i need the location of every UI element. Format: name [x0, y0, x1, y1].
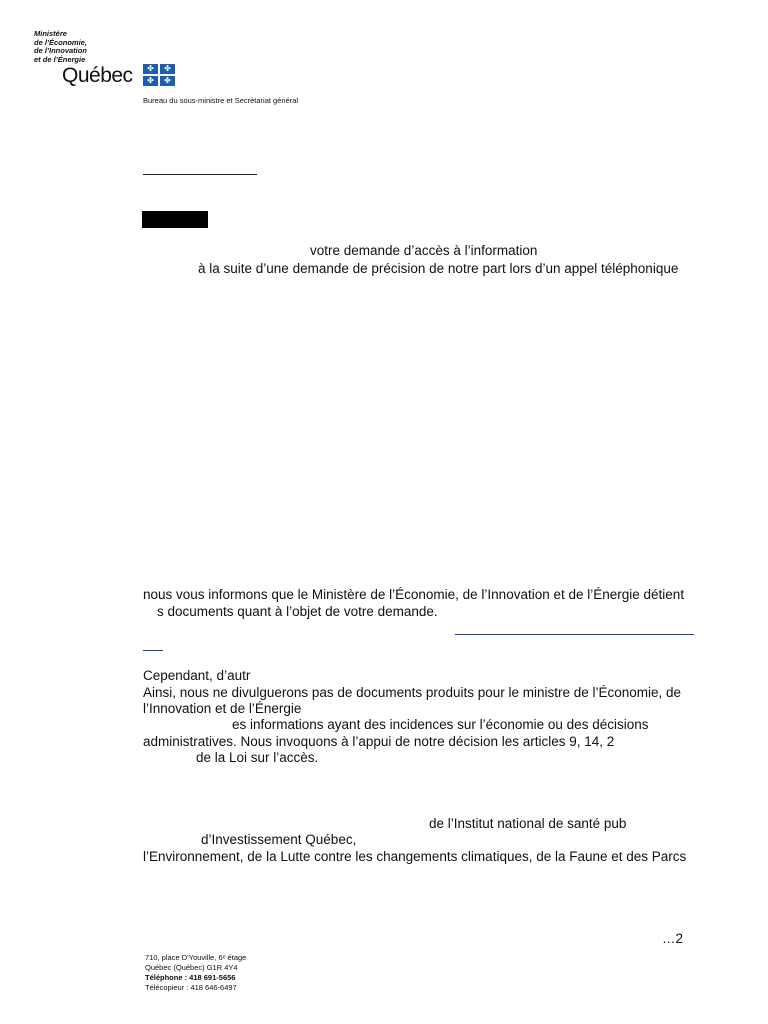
ministry-line: de l’Innovation	[34, 46, 87, 55]
signature-rule	[143, 174, 257, 175]
body-line: de l’Institut national de santé pub	[429, 816, 627, 831]
fleur-de-lis-icon: ✤	[160, 64, 175, 74]
redaction-block	[142, 211, 208, 228]
ministry-line: Ministère	[34, 29, 67, 38]
body-line: Cependant, d’autr	[143, 668, 251, 683]
body-line: l’Environnement, de la Lutte contre les changements climatiques, de la Faune et des Parcs	[143, 849, 687, 864]
body-line: nous vous informons que le Ministère de l’Économie, de l’Innovation et de l’Énergie détient	[143, 587, 685, 602]
ministry-name	[34, 30, 87, 64]
hyperlink-underline[interactable]	[455, 634, 694, 635]
body-line: es informations ayant des incidences sur l’économie ou des décisions	[232, 717, 649, 732]
fleur-de-lis-icon: ✤	[143, 64, 158, 74]
body-line: l’Innovation et de l’Énergie	[143, 701, 302, 716]
body-line: de la Loi sur l’accès.	[196, 750, 319, 765]
body-line: Ainsi, nous ne divulguerons pas de documents produits pour le ministre de l’Économie, de	[143, 685, 682, 700]
ministry-line: de l’Économie,	[34, 37, 87, 47]
body-line: s documents quant à l’objet de votre demande.	[157, 604, 438, 619]
fleur-de-lis-icon: ✤	[160, 76, 175, 86]
page-continuation-marker: …2	[662, 931, 684, 946]
body-line: à la suite d’une demande de précision de notre part lors d’un appel téléphonique	[198, 261, 679, 276]
ministry-line: et de l’Énergie	[34, 54, 86, 64]
address-line: 710, place D’Youville, 6ᵉ étage	[145, 953, 247, 962]
address-line: Québec (Québec) G1R 4Y4	[145, 963, 238, 972]
phone-number: Téléphone : 418 691-5656	[145, 973, 236, 982]
fleur-de-lis-icon: ✤	[143, 76, 158, 86]
body-line: administratives. Nous invoquons à l’appui de notre décision les articles 9, 14, 2	[143, 734, 615, 749]
footer-address	[145, 953, 246, 993]
office-name: Bureau du sous-ministre et Secrétariat général	[143, 96, 299, 105]
body-line: d’Investissement Québec,	[201, 832, 357, 847]
fax-number: Télécopieur : 418 646-6497	[145, 983, 237, 992]
body-line: votre demande d’accès à l’information	[310, 243, 538, 258]
quebec-wordmark: Québec	[62, 64, 133, 87]
quebec-flag-icon	[143, 64, 175, 85]
hyperlink-underline[interactable]	[143, 650, 163, 651]
